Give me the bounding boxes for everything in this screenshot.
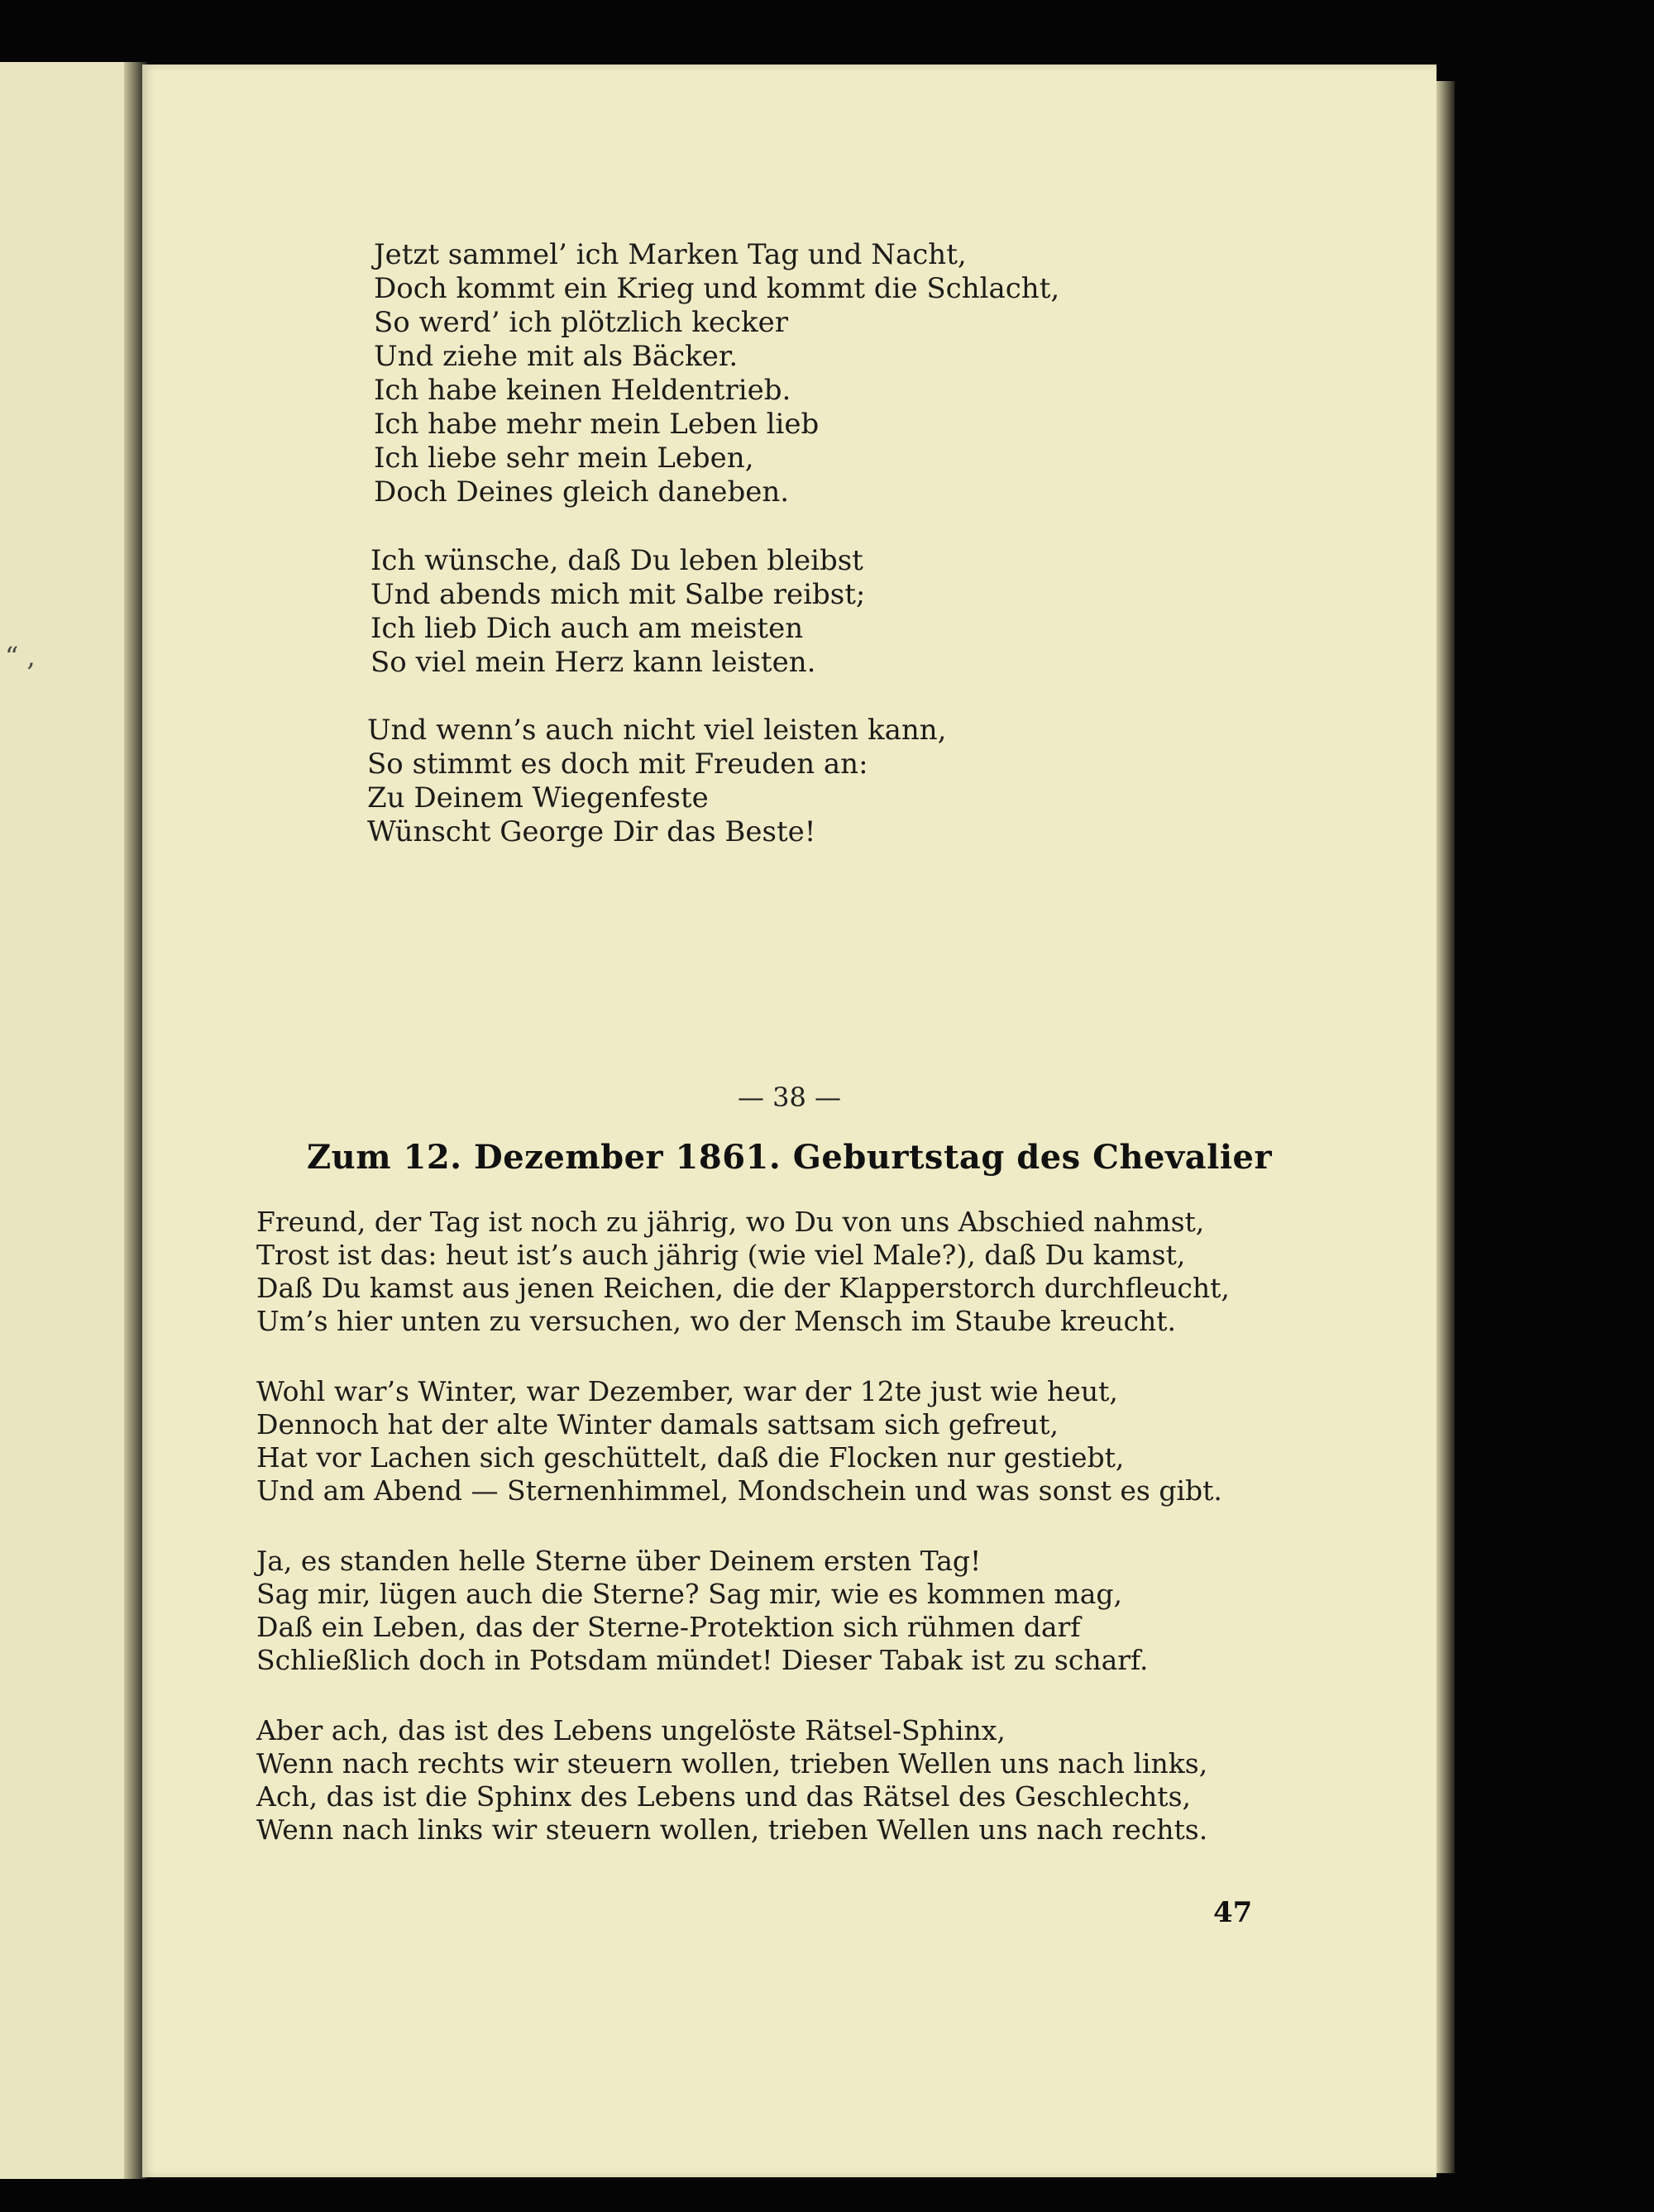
page-edge-shadow [1436,81,1455,2173]
verse-line: So stimmt es doch mit Freuden an: [367,748,868,781]
stanza-2 [370,544,865,680]
verse-line: Und ziehe mit als Bäcker. [374,340,739,373]
verse-line: Freund, der Tag ist noch zu jährig, wo Du von uns Abschied nahmst, [256,1206,1205,1238]
verse-line: Trost ist das: heut ist’s auch jährig (wie viel Male?), daß Du kamst, [256,1239,1186,1271]
verse-line: Doch Deines gleich daneben. [374,475,790,509]
left-page-edge [0,62,132,2179]
verse-line: Dennoch hat der alte Winter damals sattsam sich gefreut, [256,1408,1059,1440]
verse-line: So werd’ ich plötzlich kecker [374,306,788,339]
page-number: 47 [1213,1896,1253,1929]
verse-line: Daß Du kamst aus jenen Reichen, die der Klapperstorch durchfleucht, [256,1272,1230,1304]
poem-stanza-1 [256,1206,1381,1338]
poem-stanza-3 [256,1545,1381,1677]
verse-line: Und wenn’s auch nicht viel leisten kann, [367,714,947,747]
verse-line: Schließlich doch in Potsdam mündet! Dieser Tabak ist zu scharf. [256,1644,1149,1676]
verse-line: Ich liebe sehr mein Leben, [374,442,754,475]
poem-stanza-2 [256,1375,1381,1507]
verse-line: Und am Abend — Sternenhimmel, Mondschein und was sonst es gibt. [256,1474,1222,1507]
verse-line: Wenn nach links wir steuern wollen, trieben Wellen uns nach rechts. [256,1813,1208,1846]
verse-line: Ach, das ist die Sphinx des Lebens und das Rätsel des Geschlechts, [256,1780,1191,1813]
verse-line: Ja, es standen helle Sterne über Deinem ersten Tag! [256,1545,982,1577]
verse-line: Zu Deinem Wiegenfeste [367,781,709,815]
verse-line: Wünscht George Dir das Beste! [367,815,816,848]
poem-heading: Zum 12. Dezember 1861. Geburtstag des Chevalier [306,1138,1273,1177]
verse-line: Wohl war’s Winter, war Dezember, war der 12te just wie heut, [256,1375,1118,1407]
verse-line: Doch kommt ein Krieg und kommt die Schlacht, [374,272,1060,305]
verse-line: Jetzt sammel’ ich Marken Tag und Nacht, [374,238,967,271]
verse-line: Wenn nach rechts wir steuern wollen, trieben Wellen uns nach links, [256,1747,1208,1780]
verse-line: Ich habe mehr mein Leben lieb [374,408,820,441]
verse-line: Ich habe keinen Heldentrieb. [374,374,791,407]
verse-line: Sag mir, lügen auch die Sterne? Sag mir, wie es kommen mag, [256,1578,1123,1610]
page-marker: — 38 — [737,1082,842,1113]
stanza-3 [367,714,946,849]
verse-line: Ich lieb Dich auch am meisten [370,612,804,645]
verse-line: Hat vor Lachen sich geschüttelt, daß die Flocken nur gestiebt, [256,1441,1125,1474]
verse-line: Ich wünsche, daß Du leben bleibst [370,544,863,577]
book-page [142,64,1436,2177]
verse-line: Aber ach, das ist des Lebens ungelöste Rätsel-Sphinx, [256,1714,1006,1746]
verse-line: So viel mein Herz kann leisten. [370,646,816,679]
verse-line: Daß ein Leben, das der Sterne-Protektion sich rühmen darf [256,1611,1081,1643]
left-page-mark: “ , [5,641,36,672]
stanza-1 [374,238,1059,509]
verse-line: Und abends mich mit Salbe reibst; [370,578,866,611]
verse-line: Um’s hier unten zu versuchen, wo der Mensch im Staube kreucht. [256,1305,1176,1337]
poem-stanza-4 [256,1714,1381,1847]
